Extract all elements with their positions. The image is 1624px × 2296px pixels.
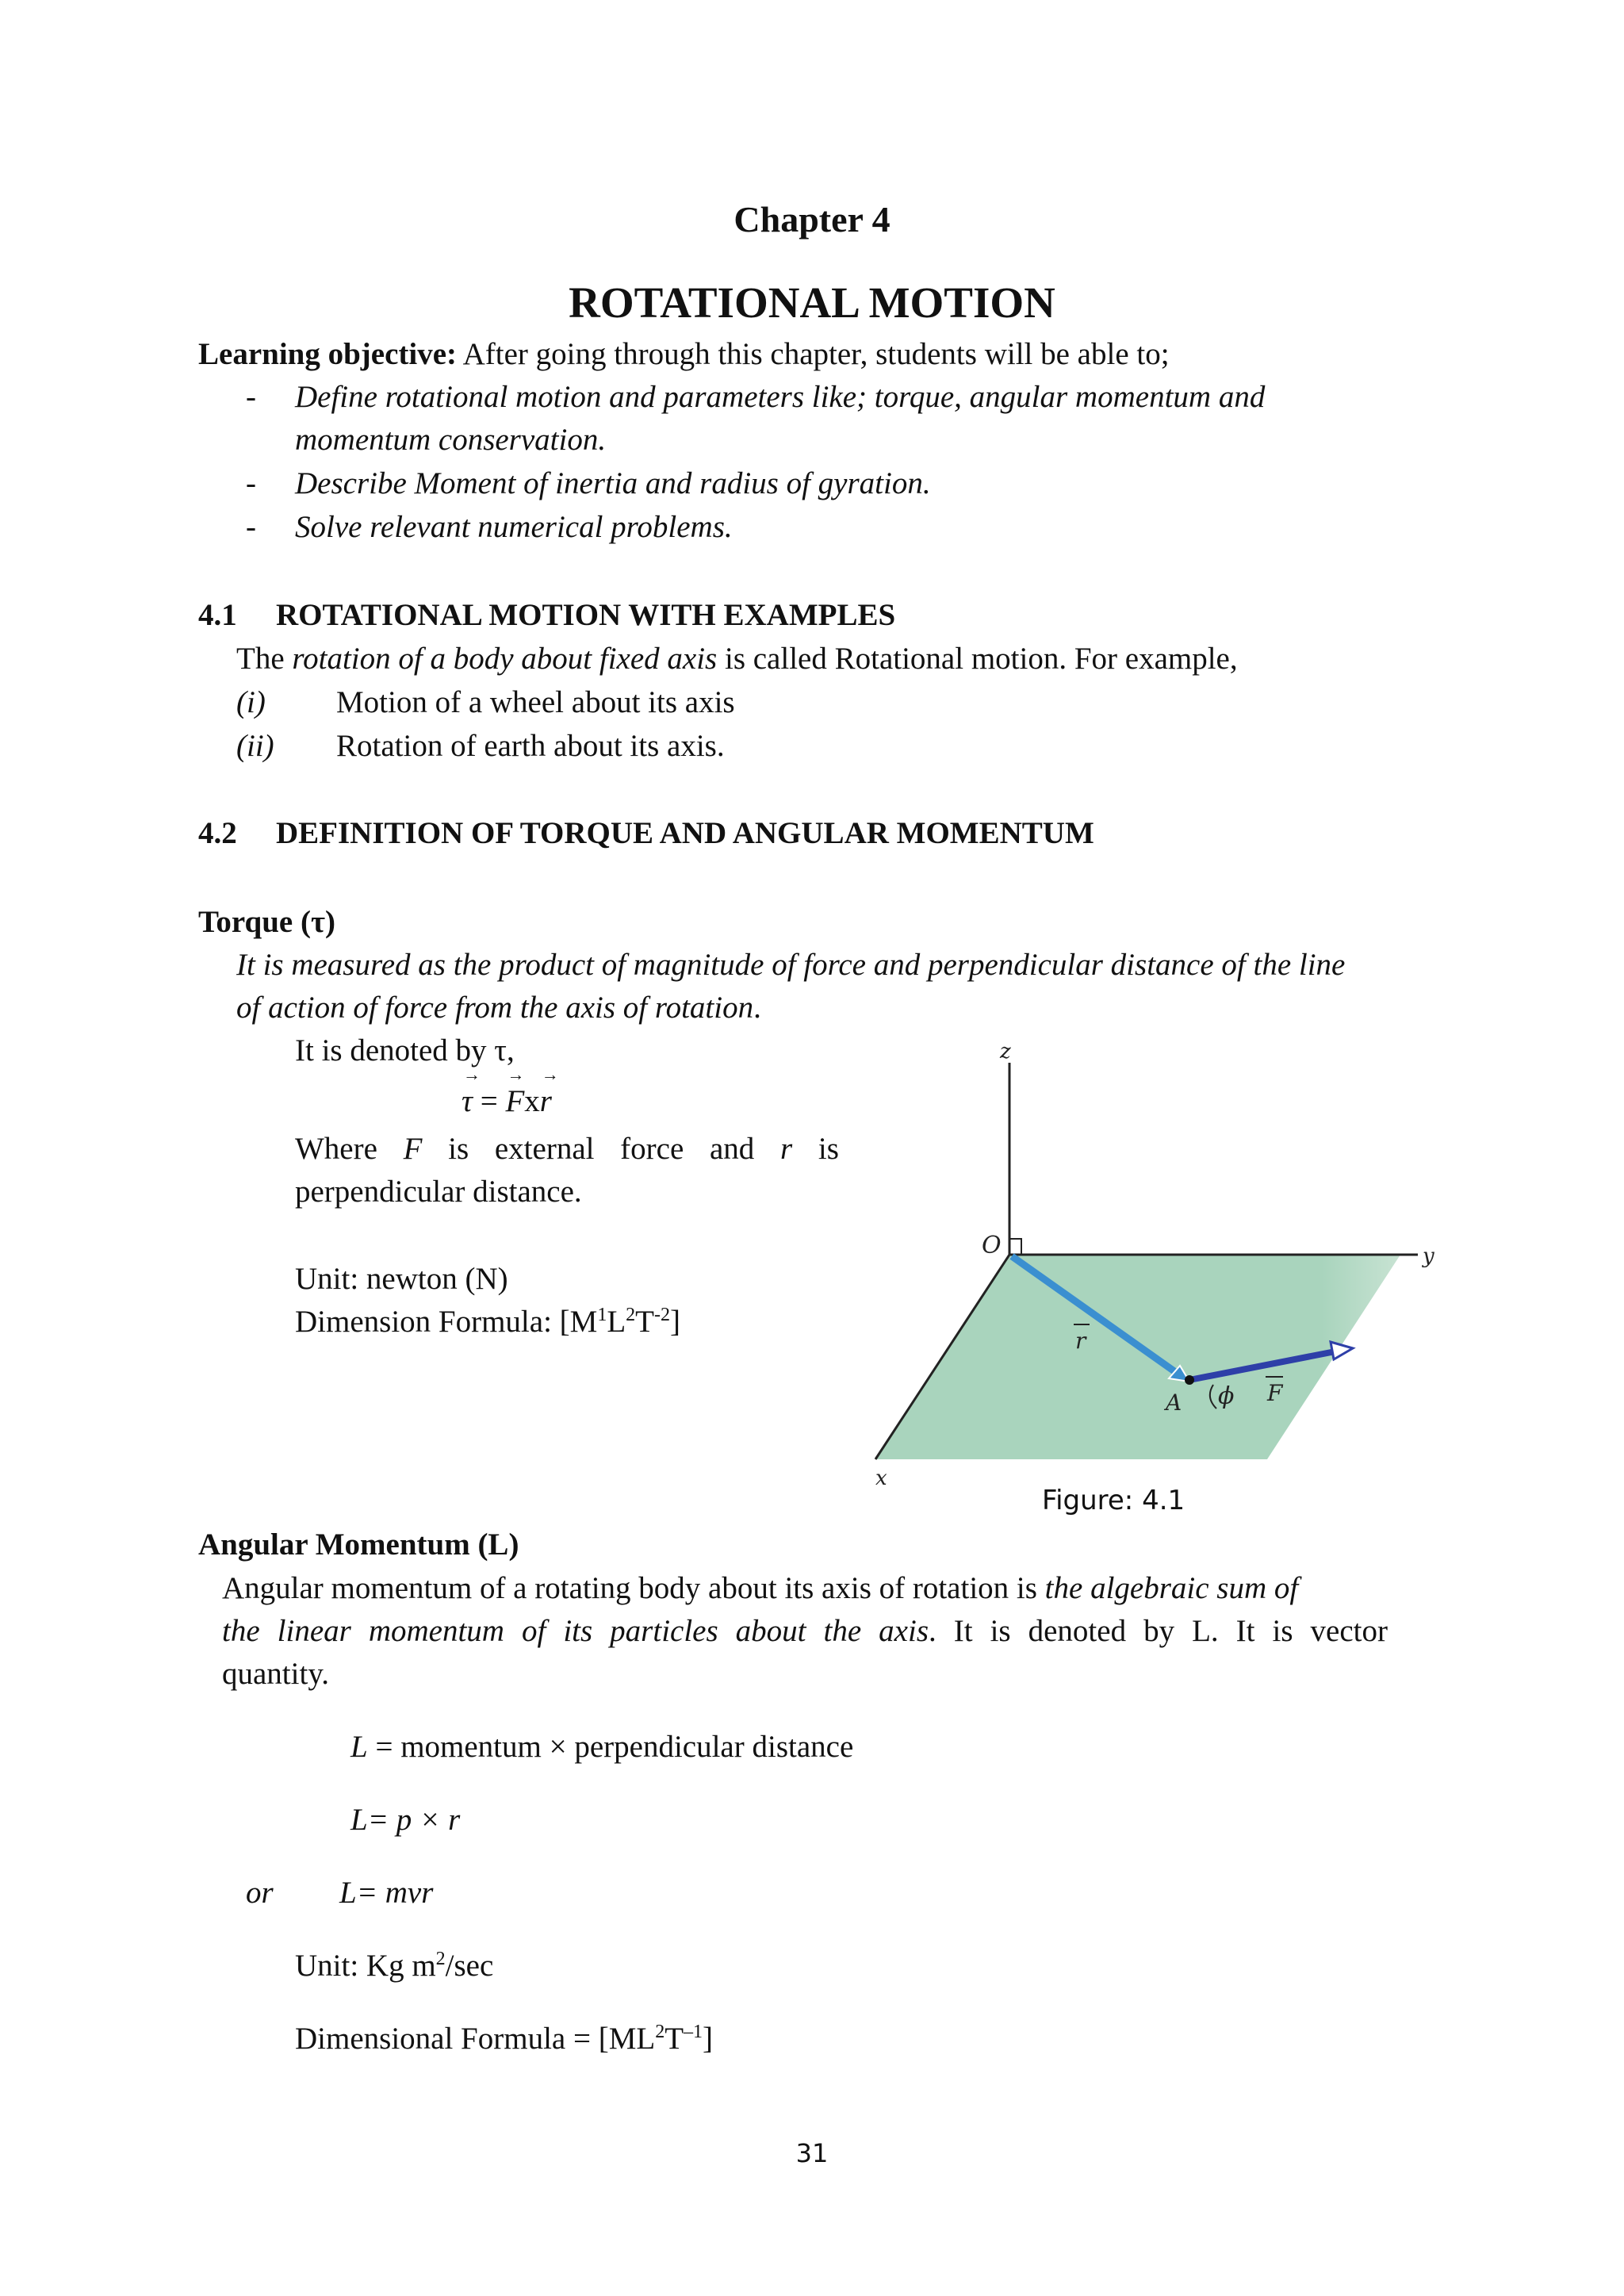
torque-definition-line2: of action of force from the axis of rotation. <box>236 991 761 1025</box>
equation-L-mvr: L= mvr <box>339 1876 434 1910</box>
right-angle-mark <box>1009 1239 1021 1255</box>
point-A <box>1185 1375 1194 1385</box>
force-vector: → F <box>505 1083 524 1119</box>
chapter-title: ROTATIONAL MOTION <box>569 278 1055 327</box>
torque-formula: → τ = → Fx→ r <box>462 1083 552 1119</box>
objective-item-3: Solve relevant numerical problems. <box>295 510 733 544</box>
torque-denoted: It is denoted by τ, <box>295 1033 515 1068</box>
example-marker-1: (i) <box>236 685 266 719</box>
angular-momentum-line2: the linear momentum of its particles about the axis. It is denoted by L. It is vector <box>222 1614 1388 1648</box>
torque-where-line: Where F is external force and r is <box>295 1132 839 1166</box>
label-z: z <box>1000 1040 1011 1064</box>
torque-heading: Torque (τ) <box>198 905 335 939</box>
chapter-number: Chapter 4 <box>733 199 891 240</box>
torque-dimension: Dimension Formula: $[M^1L^2T^{-2}]$ <box>295 1305 680 1339</box>
learning-objective-intro: After going through this chapter, students will be able to; <box>462 337 1170 371</box>
torque-definition-line1: It is measured as the product of magnitude of force and perpendicular distance of the line <box>236 948 1346 982</box>
section-4-2-title: DEFINITION OF TORQUE AND ANGULAR MOMENTUM <box>276 816 1094 850</box>
objective-item-1-cont: momentum conservation. <box>295 423 607 457</box>
torque-figure <box>871 1031 1457 1499</box>
label-r: r <box>1075 1328 1086 1354</box>
objective-bullet: - <box>246 380 256 414</box>
learning-objective-label: Learning objective: <box>198 337 458 371</box>
objective-bullet: - <box>246 466 256 500</box>
label-origin: O <box>982 1232 1002 1259</box>
torque-where-line2: perpendicular distance. <box>295 1175 582 1209</box>
equation-L-pr: L= p × r <box>350 1803 461 1837</box>
section-4-2-number: 4.2 <box>198 816 237 850</box>
label-y: y <box>1423 1244 1434 1268</box>
learning-objective-line <box>198 336 1170 372</box>
angular-momentum-unit: Unit: Kg $m^2/\sec$ <box>295 1949 494 1983</box>
example-marker-2: (ii) <box>236 729 274 763</box>
tau-vector: → τ <box>462 1083 473 1119</box>
label-phi: ϕ <box>1218 1382 1235 1410</box>
example-text-2: Rotation of earth about its axis. <box>336 729 725 763</box>
example-text-1: Motion of a wheel about its axis <box>336 685 735 719</box>
angular-momentum-dimension: Dimensional Formula = $[ML^2T^{-1}]$ <box>295 2022 714 2056</box>
r-vector: → r <box>540 1083 552 1119</box>
objective-bullet: - <box>246 510 256 544</box>
objective-item-1: Define rotational motion and parameters like; torque, angular momentum and <box>295 380 1266 414</box>
objective-item-2: Describe Moment of inertia and radius of gyration. <box>295 466 931 500</box>
or-label: or <box>246 1876 274 1910</box>
section-4-1-text: The rotation of a body about fixed axis is called Rotational motion. For example, <box>236 642 1238 676</box>
label-A: A <box>1166 1389 1182 1416</box>
F-arrowhead <box>1331 1342 1353 1359</box>
angular-momentum-line1: Angular momentum of a rotating body about its axis of rotation is the algebraic sum of <box>222 1571 1299 1605</box>
torque-unit: Unit: newton (N) <box>295 1262 508 1296</box>
label-F: F <box>1267 1380 1283 1406</box>
label-x: x <box>875 1466 887 1490</box>
angular-momentum-line3: quantity. <box>222 1657 330 1691</box>
angular-momentum-heading: Angular Momentum (L) <box>198 1527 519 1562</box>
figure-caption: Figure: 4.1 <box>1042 1485 1185 1516</box>
page-number: 31 <box>795 2138 829 2168</box>
section-4-1-title: ROTATIONAL MOTION WITH EXAMPLES <box>276 598 896 632</box>
section-4-1-number: 4.1 <box>198 598 237 632</box>
equation-L-momentum: L = momentum × perpendicular distance <box>350 1730 854 1764</box>
